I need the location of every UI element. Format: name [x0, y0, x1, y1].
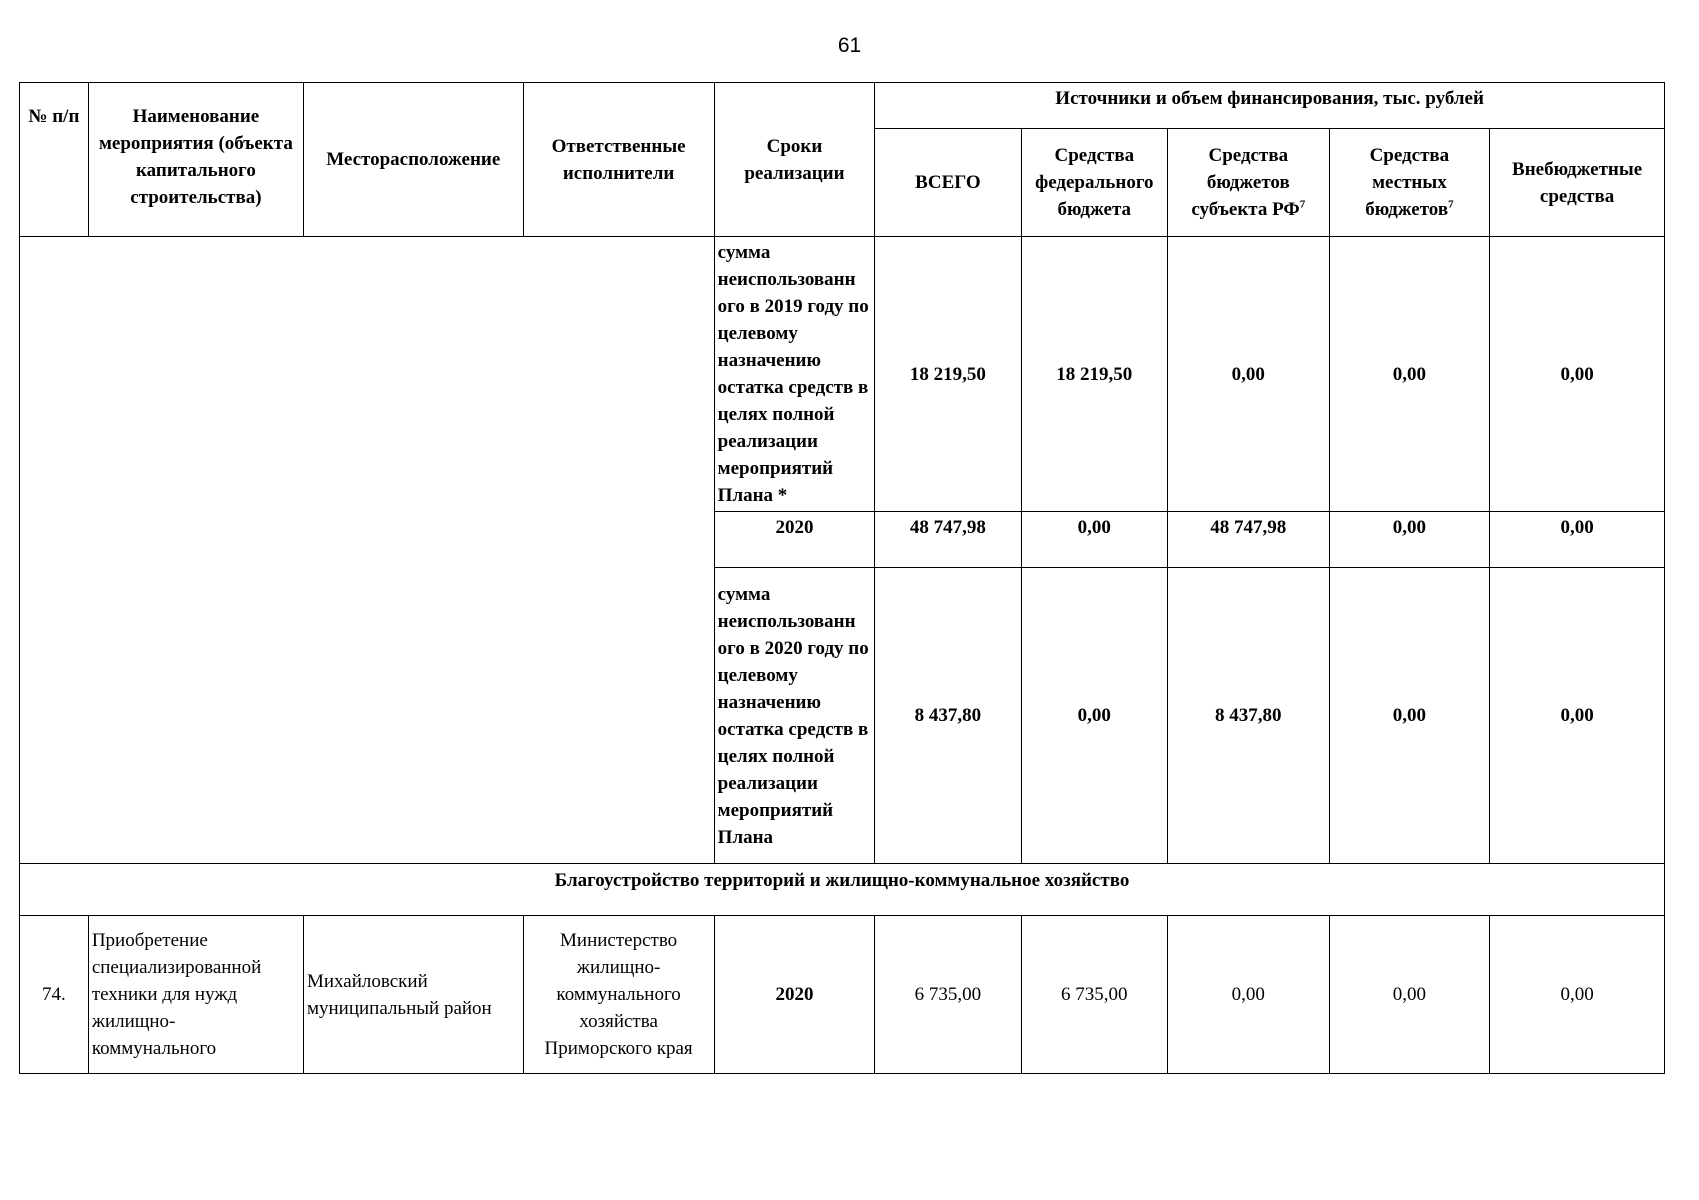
header-federal: Средства федерального бюджета	[1021, 129, 1167, 237]
header-location: Месторасположение	[303, 83, 523, 237]
federal-cell: 0,00	[1021, 568, 1167, 864]
header-regional	[1167, 129, 1329, 237]
total-cell: 18 219,50	[875, 237, 1021, 512]
item-regional: 0,00	[1167, 916, 1329, 1074]
federal-cell: 0,00	[1021, 512, 1167, 568]
header-local	[1329, 129, 1490, 237]
federal-cell: 18 219,50	[1021, 237, 1167, 512]
financing-table	[19, 82, 1665, 1074]
header-period: Сроки реализации	[714, 83, 875, 237]
table-row	[20, 916, 1665, 1074]
item-name: Приобретение специализированной техники для нужд жилищно- коммунального	[88, 916, 303, 1074]
local-cell: 0,00	[1329, 237, 1490, 512]
item-local: 0,00	[1329, 916, 1490, 1074]
header-local-label: Средства местных бюджетов	[1365, 145, 1450, 220]
regional-cell: 48 747,98	[1167, 512, 1329, 568]
item-federal: 6 735,00	[1021, 916, 1167, 1074]
header-regional-label: Средства бюджетов субъекта РФ	[1191, 145, 1300, 220]
item-location: Михайловский муниципальный район	[303, 916, 523, 1074]
header-total: ВСЕГО	[875, 129, 1021, 237]
item-total: 6 735,00	[875, 916, 1021, 1074]
header-responsible: Ответственные исполнители	[523, 83, 714, 237]
merged-empty-cell	[20, 237, 715, 864]
item-extra: 0,00	[1490, 916, 1665, 1074]
period-cell: сумма неиспользованн ого в 2019 году по целевому назначению остатка средств в целях полной реализации мероприятий Плана *	[714, 237, 875, 512]
section-title: Благоустройство территорий и жилищно-коммунальное хозяйство	[20, 864, 1665, 916]
item-responsible: Министерство жилищно- коммунального хозяйства Приморского края	[523, 916, 714, 1074]
table-row	[20, 237, 1665, 512]
header-funding-group: Источники и объем финансирования, тыс. рублей	[875, 83, 1665, 129]
local-cell: 0,00	[1329, 568, 1490, 864]
header-extra: Внебюджетные средства	[1490, 129, 1665, 237]
period-cell: сумма неиспользованн ого в 2020 году по целевому назначению остатка средств в целях полной реализации мероприятий Плана	[714, 568, 875, 864]
item-number: 74.	[20, 916, 89, 1074]
footnote-marker: 7	[1448, 198, 1454, 211]
item-period: 2020	[714, 916, 875, 1074]
extra-cell: 0,00	[1490, 568, 1665, 864]
page-number: 61	[837, 34, 862, 57]
extra-cell: 0,00	[1490, 512, 1665, 568]
header-num: № п/п	[20, 83, 89, 237]
regional-cell: 8 437,80	[1167, 568, 1329, 864]
header-name: Наименование мероприятия (объекта капитального строительства)	[88, 83, 303, 237]
regional-cell: 0,00	[1167, 237, 1329, 512]
total-cell: 8 437,80	[875, 568, 1021, 864]
extra-cell: 0,00	[1490, 237, 1665, 512]
header-row-1	[20, 83, 1665, 129]
period-cell: 2020	[714, 512, 875, 568]
footnote-marker: 7	[1299, 198, 1306, 211]
local-cell: 0,00	[1329, 512, 1490, 568]
total-cell: 48 747,98	[875, 512, 1021, 568]
section-row	[20, 864, 1665, 916]
